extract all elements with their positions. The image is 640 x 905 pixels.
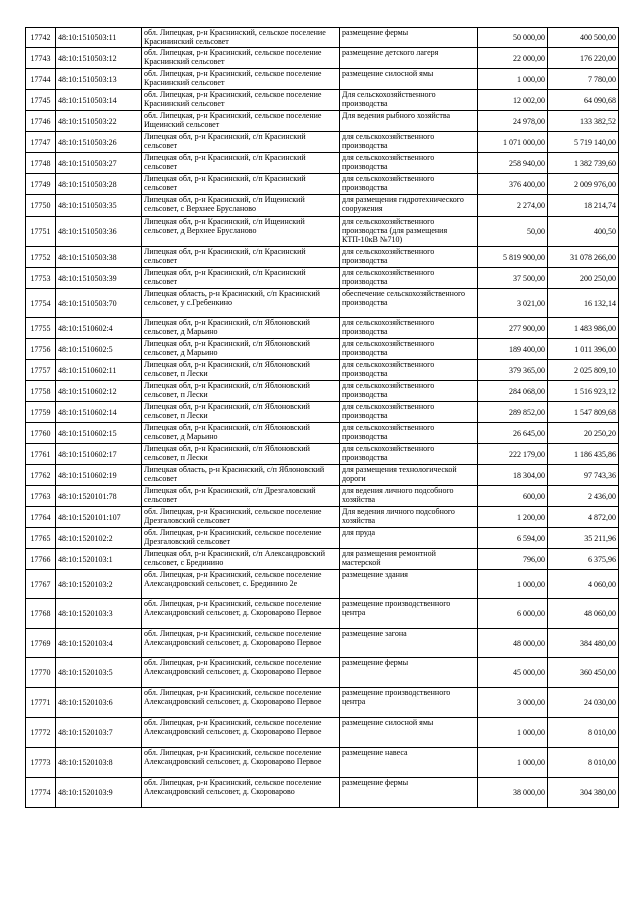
row-number: 17751 <box>26 217 56 247</box>
area-value: 38 000,00 <box>478 778 548 808</box>
cadastral-cost: 360 450,00 <box>548 658 619 688</box>
area-value: 37 500,00 <box>478 268 548 289</box>
cadastral-cost: 1 382 739,60 <box>548 153 619 174</box>
table-row <box>26 90 619 111</box>
area-value: 24 978,00 <box>478 111 548 132</box>
permitted-use: для сельскохозяйственного производства <box>340 247 478 268</box>
cadastral-number: 48:10:1510602:19 <box>56 465 142 486</box>
row-number: 17771 <box>26 688 56 718</box>
permitted-use: для сельскохозяйственного производства <box>340 339 478 360</box>
address: обл. Липецкая, р-н Красинский, сельское поселение Дрезгаловский сельсовет <box>142 507 340 528</box>
table-row <box>26 217 619 247</box>
table-row <box>26 360 619 381</box>
land-registry-table <box>25 27 619 808</box>
address: Липецкая обл, р-н Красинский, с/п Красинский сельсовет <box>142 132 340 153</box>
cadastral-cost: 7 780,00 <box>548 69 619 90</box>
area-value: 189 400,00 <box>478 339 548 360</box>
cadastral-number: 48:10:1520103:8 <box>56 748 142 778</box>
row-number: 17766 <box>26 549 56 570</box>
area-value: 45 000,00 <box>478 658 548 688</box>
address: Липецкая обл, р-н Красинский, с/п Красинский сельсовет <box>142 247 340 268</box>
row-number: 17742 <box>26 28 56 48</box>
permitted-use: Для ведения рыбного хозяйства <box>340 111 478 132</box>
area-value: 277 900,00 <box>478 318 548 339</box>
cadastral-number: 48:10:1510503:14 <box>56 90 142 111</box>
area-value: 796,00 <box>478 549 548 570</box>
cadastral-number: 48:10:1520101:107 <box>56 507 142 528</box>
table-row <box>26 549 619 570</box>
cadastral-number: 48:10:1510602:11 <box>56 360 142 381</box>
area-value: 3 000,00 <box>478 688 548 718</box>
cadastral-number: 48:10:1510503:36 <box>56 217 142 247</box>
row-number: 17772 <box>26 718 56 748</box>
cadastral-cost: 6 375,96 <box>548 549 619 570</box>
permitted-use: для сельскохозяйственного производства <box>340 318 478 339</box>
area-value: 1 000,00 <box>478 570 548 599</box>
table-row <box>26 528 619 549</box>
address: Липецкая обл, р-н Красинский, с/п Красинский сельсовет <box>142 268 340 289</box>
permitted-use: для пруда <box>340 528 478 549</box>
area-value: 50 000,00 <box>478 28 548 48</box>
cadastral-cost: 1 516 923,12 <box>548 381 619 402</box>
area-value: 12 002,00 <box>478 90 548 111</box>
address: обл. Липецкая, р-н Красинский, сельское поселение Дрезгаловский сельсовет <box>142 528 340 549</box>
address: Липецкая обл, р-н Красинский, с/п Яблоновский сельсовет, д Марьино <box>142 423 340 444</box>
table-row <box>26 28 619 48</box>
permitted-use: размещение загона <box>340 629 478 658</box>
row-number: 17769 <box>26 629 56 658</box>
table-row <box>26 318 619 339</box>
row-number: 17767 <box>26 570 56 599</box>
cadastral-cost: 1 011 396,00 <box>548 339 619 360</box>
row-number: 17759 <box>26 402 56 423</box>
permitted-use: обеспечение сельскохозяйственного производства <box>340 289 478 318</box>
row-number: 17770 <box>26 658 56 688</box>
cadastral-number: 48:10:1510503:11 <box>56 28 142 48</box>
table-row <box>26 153 619 174</box>
table-row <box>26 289 619 318</box>
table-row <box>26 195 619 217</box>
cadastral-cost: 8 010,00 <box>548 718 619 748</box>
row-number: 17760 <box>26 423 56 444</box>
row-number: 17756 <box>26 339 56 360</box>
cadastral-cost: 4 872,00 <box>548 507 619 528</box>
cadastral-number: 48:10:1510503:27 <box>56 153 142 174</box>
permitted-use: для сельскохозяйственного производства <box>340 423 478 444</box>
area-value: 6 000,00 <box>478 599 548 629</box>
row-number: 17764 <box>26 507 56 528</box>
table-row <box>26 174 619 195</box>
cadastral-number: 48:10:1520103:2 <box>56 570 142 599</box>
permitted-use: размещение навеса <box>340 748 478 778</box>
table-row <box>26 599 619 629</box>
table-row <box>26 381 619 402</box>
row-number: 17754 <box>26 289 56 318</box>
row-number: 17765 <box>26 528 56 549</box>
table-row <box>26 570 619 599</box>
cadastral-cost: 400 500,00 <box>548 28 619 48</box>
area-value: 1 071 000,00 <box>478 132 548 153</box>
area-value: 1 200,00 <box>478 507 548 528</box>
row-number: 17750 <box>26 195 56 217</box>
address: обл. Липецкая, р-н Красинский, сельское поселение Александровский сельсовет, д. Скороварово <box>142 778 340 808</box>
address: обл. Липецкая, р-н Красинский, сельское поселение Александровский сельсовет, д. Скороварово Первое <box>142 748 340 778</box>
table-row <box>26 748 619 778</box>
cadastral-cost: 48 060,00 <box>548 599 619 629</box>
address: обл. Липецкая, р-н Красинский, сельское поселение Александровский сельсовет, д. Скороварово Первое <box>142 599 340 629</box>
permitted-use: для размещения технологической дороги <box>340 465 478 486</box>
row-number: 17752 <box>26 247 56 268</box>
row-number: 17768 <box>26 599 56 629</box>
address: Липецкая обл, р-н Красинский, с/п Дрезгаловский сельсовет <box>142 486 340 507</box>
address: Липецкая обл, р-н Красинский, с/п Красинский сельсовет <box>142 153 340 174</box>
table-row <box>26 339 619 360</box>
permitted-use: размещение производственного центра <box>340 688 478 718</box>
permitted-use: размещение силосной ямы <box>340 69 478 90</box>
cadastral-number: 48:10:1520103:5 <box>56 658 142 688</box>
table-row <box>26 507 619 528</box>
cadastral-cost: 2 009 976,00 <box>548 174 619 195</box>
table-row <box>26 444 619 465</box>
cadastral-cost: 200 250,00 <box>548 268 619 289</box>
cadastral-number: 48:10:1510503:22 <box>56 111 142 132</box>
cadastral-number: 48:10:1520101:78 <box>56 486 142 507</box>
table-row <box>26 48 619 69</box>
address: Липецкая обл, р-н Красинский, с/п Яблоновский сельсовет, д Марьино <box>142 339 340 360</box>
address: Липецкая обл, р-н Красинский, с/п Яблоновский сельсовет, д Марьино <box>142 318 340 339</box>
permitted-use: размещение силосной ямы <box>340 718 478 748</box>
cadastral-cost: 64 090,68 <box>548 90 619 111</box>
area-value: 258 940,00 <box>478 153 548 174</box>
permitted-use: Для сельскохозяйственного производства <box>340 90 478 111</box>
cadastral-number: 48:10:1520103:6 <box>56 688 142 718</box>
row-number: 17744 <box>26 69 56 90</box>
permitted-use: для сельскохозяйственного производства <box>340 153 478 174</box>
permitted-use: для размещения ремонтной мастерской <box>340 549 478 570</box>
permitted-use: размещение фермы <box>340 778 478 808</box>
cadastral-number: 48:10:1520102:2 <box>56 528 142 549</box>
area-value: 50,00 <box>478 217 548 247</box>
cadastral-cost: 2 025 809,10 <box>548 360 619 381</box>
area-value: 600,00 <box>478 486 548 507</box>
row-number: 17773 <box>26 748 56 778</box>
cadastral-cost: 24 030,00 <box>548 688 619 718</box>
address: обл. Липецкая, р-н Красинский, сельское поселение Краснинский сельсовет <box>142 69 340 90</box>
address: Липецкая обл, р-н Красинский, с/п Ищеинский сельсовет, д Верхнее Брусланово <box>142 217 340 247</box>
table-row <box>26 402 619 423</box>
cadastral-number: 48:10:1510503:38 <box>56 247 142 268</box>
cadastral-number: 48:10:1520103:3 <box>56 599 142 629</box>
row-number: 17749 <box>26 174 56 195</box>
cadastral-number: 48:10:1510602:4 <box>56 318 142 339</box>
area-value: 22 000,00 <box>478 48 548 69</box>
cadastral-number: 48:10:1510602:15 <box>56 423 142 444</box>
cadastral-cost: 133 382,52 <box>548 111 619 132</box>
address: обл. Липецкая, р-н Красинский, сельское поселение Краснинский сельсовет <box>142 90 340 111</box>
address: обл. Липецкая, р-н Красинский, сельское поселение Александровский сельсовет, д. Скороварово Первое <box>142 688 340 718</box>
address: Липецкая область, р-н Красинский, с/п Красинский сельсовет, у с.Гребенкино <box>142 289 340 318</box>
area-value: 379 365,00 <box>478 360 548 381</box>
table-row <box>26 486 619 507</box>
row-number: 17745 <box>26 90 56 111</box>
table-row <box>26 658 619 688</box>
address: обл. Липецкая, р-н Красинский, сельское поселение Александровский сельсовет, д. Скороварово Первое <box>142 658 340 688</box>
cadastral-number: 48:10:1510503:35 <box>56 195 142 217</box>
row-number: 17758 <box>26 381 56 402</box>
table-row <box>26 629 619 658</box>
cadastral-number: 48:10:1520103:1 <box>56 549 142 570</box>
table-row <box>26 69 619 90</box>
permitted-use: для сельскохозяйственного производства <box>340 360 478 381</box>
cadastral-cost: 20 250,20 <box>548 423 619 444</box>
cadastral-number: 48:10:1510503:26 <box>56 132 142 153</box>
table-row <box>26 268 619 289</box>
table-row <box>26 718 619 748</box>
cadastral-number: 48:10:1510602:17 <box>56 444 142 465</box>
area-value: 3 021,00 <box>478 289 548 318</box>
cadastral-cost: 176 220,00 <box>548 48 619 69</box>
cadastral-number: 48:10:1520103:4 <box>56 629 142 658</box>
permitted-use: для ведения личного подсобного хозяйства <box>340 486 478 507</box>
table-row <box>26 247 619 268</box>
cadastral-cost: 1 547 809,68 <box>548 402 619 423</box>
row-number: 17757 <box>26 360 56 381</box>
permitted-use: размещение здания <box>340 570 478 599</box>
cadastral-cost: 2 436,00 <box>548 486 619 507</box>
cadastral-cost: 18 214,74 <box>548 195 619 217</box>
cadastral-number: 48:10:1510503:28 <box>56 174 142 195</box>
row-number: 17763 <box>26 486 56 507</box>
address: обл. Липецкая, р-н Красинский, сельское поселение Александровский сельсовет, д. Скороварово Первое <box>142 718 340 748</box>
row-number: 17762 <box>26 465 56 486</box>
cadastral-number: 48:10:1520103:7 <box>56 718 142 748</box>
cadastral-cost: 384 480,00 <box>548 629 619 658</box>
address: Липецкая обл, р-н Красинский, с/п Красинский сельсовет <box>142 174 340 195</box>
table-row <box>26 465 619 486</box>
address: Липецкая область, р-н Красинский, с/п Яблоновский сельсовет <box>142 465 340 486</box>
permitted-use: Для ведения личного подсобного хозяйства <box>340 507 478 528</box>
area-value: 1 000,00 <box>478 69 548 90</box>
cadastral-number: 48:10:1520103:9 <box>56 778 142 808</box>
address: Липецкая обл, р-н Красинский, с/п Яблоновский сельсовет, п Лески <box>142 402 340 423</box>
cadastral-cost: 1 483 986,00 <box>548 318 619 339</box>
permitted-use: для сельскохозяйственного производства <box>340 268 478 289</box>
area-value: 18 304,00 <box>478 465 548 486</box>
address: обл. Липецкая, р-н Красинский, сельское поселение Ищеинский сельсовет <box>142 111 340 132</box>
address: обл. Липецкая, р-н Краснинский, сельское поселение Красининский сельсовет <box>142 28 340 48</box>
row-number: 17748 <box>26 153 56 174</box>
cadastral-number: 48:10:1510602:12 <box>56 381 142 402</box>
area-value: 48 000,00 <box>478 629 548 658</box>
row-number: 17746 <box>26 111 56 132</box>
cadastral-number: 48:10:1510503:39 <box>56 268 142 289</box>
row-number: 17743 <box>26 48 56 69</box>
cadastral-cost: 35 211,96 <box>548 528 619 549</box>
row-number: 17753 <box>26 268 56 289</box>
area-value: 5 819 900,00 <box>478 247 548 268</box>
address: обл. Липецкая, р-н Красинский, сельское поселение Краснинский сельсовет <box>142 48 340 69</box>
area-value: 289 852,00 <box>478 402 548 423</box>
registry-table-body <box>26 28 619 808</box>
permitted-use: размещение фермы <box>340 28 478 48</box>
permitted-use: для сельскохозяйственного производства <box>340 132 478 153</box>
address: Липецкая обл, р-н Красинский, с/п Александровский сельсовет, с Брединино <box>142 549 340 570</box>
area-value: 1 000,00 <box>478 718 548 748</box>
permitted-use: для сельскохозяйственного производства <box>340 381 478 402</box>
cadastral-number: 48:10:1510602:14 <box>56 402 142 423</box>
permitted-use: для сельскохозяйственного производства <box>340 402 478 423</box>
cadastral-cost: 16 132,14 <box>548 289 619 318</box>
area-value: 376 400,00 <box>478 174 548 195</box>
permitted-use: размещение производственного центра <box>340 599 478 629</box>
area-value: 222 179,00 <box>478 444 548 465</box>
cadastral-number: 48:10:1510503:70 <box>56 289 142 318</box>
cadastral-number: 48:10:1510602:5 <box>56 339 142 360</box>
area-value: 1 000,00 <box>478 748 548 778</box>
area-value: 2 274,00 <box>478 195 548 217</box>
cadastral-cost: 31 078 266,00 <box>548 247 619 268</box>
permitted-use: для сельскохозяйственного производства <box>340 174 478 195</box>
address: Липецкая обл, р-н Красинский, с/п Яблоновский сельсовет, п Лески <box>142 381 340 402</box>
table-row <box>26 778 619 808</box>
cadastral-number: 48:10:1510503:13 <box>56 69 142 90</box>
address: Липецкая обл, р-н Красинский, с/п Яблоновский сельсовет, п Лески <box>142 444 340 465</box>
table-row <box>26 111 619 132</box>
row-number: 17755 <box>26 318 56 339</box>
permitted-use: размещение детского лагеря <box>340 48 478 69</box>
cadastral-cost: 400,50 <box>548 217 619 247</box>
cadastral-cost: 4 060,00 <box>548 570 619 599</box>
row-number: 17774 <box>26 778 56 808</box>
table-row <box>26 132 619 153</box>
table-row <box>26 423 619 444</box>
permitted-use: для сельскохозяйственного производства <box>340 444 478 465</box>
address: Липецкая обл, р-н Красинский, с/п Яблоновский сельсовет, п Лески <box>142 360 340 381</box>
address: Липецкая обл, р-н Красинский, с/п Ищеинский сельсовет, с Верхнее Брусланово <box>142 195 340 217</box>
area-value: 284 068,00 <box>478 381 548 402</box>
area-value: 6 594,00 <box>478 528 548 549</box>
cadastral-cost: 1 186 435,86 <box>548 444 619 465</box>
cadastral-cost: 304 380,00 <box>548 778 619 808</box>
cadastral-number: 48:10:1510503:12 <box>56 48 142 69</box>
address: обл. Липецкая, р-н Красинский, сельское поселение Александровский сельсовет, с. Брединино 2е <box>142 570 340 599</box>
area-value: 26 645,00 <box>478 423 548 444</box>
table-row <box>26 688 619 718</box>
cadastral-cost: 5 719 140,00 <box>548 132 619 153</box>
row-number: 17761 <box>26 444 56 465</box>
row-number: 17747 <box>26 132 56 153</box>
cadastral-cost: 8 010,00 <box>548 748 619 778</box>
address: обл. Липецкая, р-н Красинский, сельское поселение Александровский сельсовет, д. Скороварово Первое <box>142 629 340 658</box>
permitted-use: размещение фермы <box>340 658 478 688</box>
permitted-use: для сельскохозяйственного производства (для размещения КТП-10кВ №710) <box>340 217 478 247</box>
cadastral-cost: 97 743,36 <box>548 465 619 486</box>
permitted-use: для размещения гидротехнического сооружения <box>340 195 478 217</box>
